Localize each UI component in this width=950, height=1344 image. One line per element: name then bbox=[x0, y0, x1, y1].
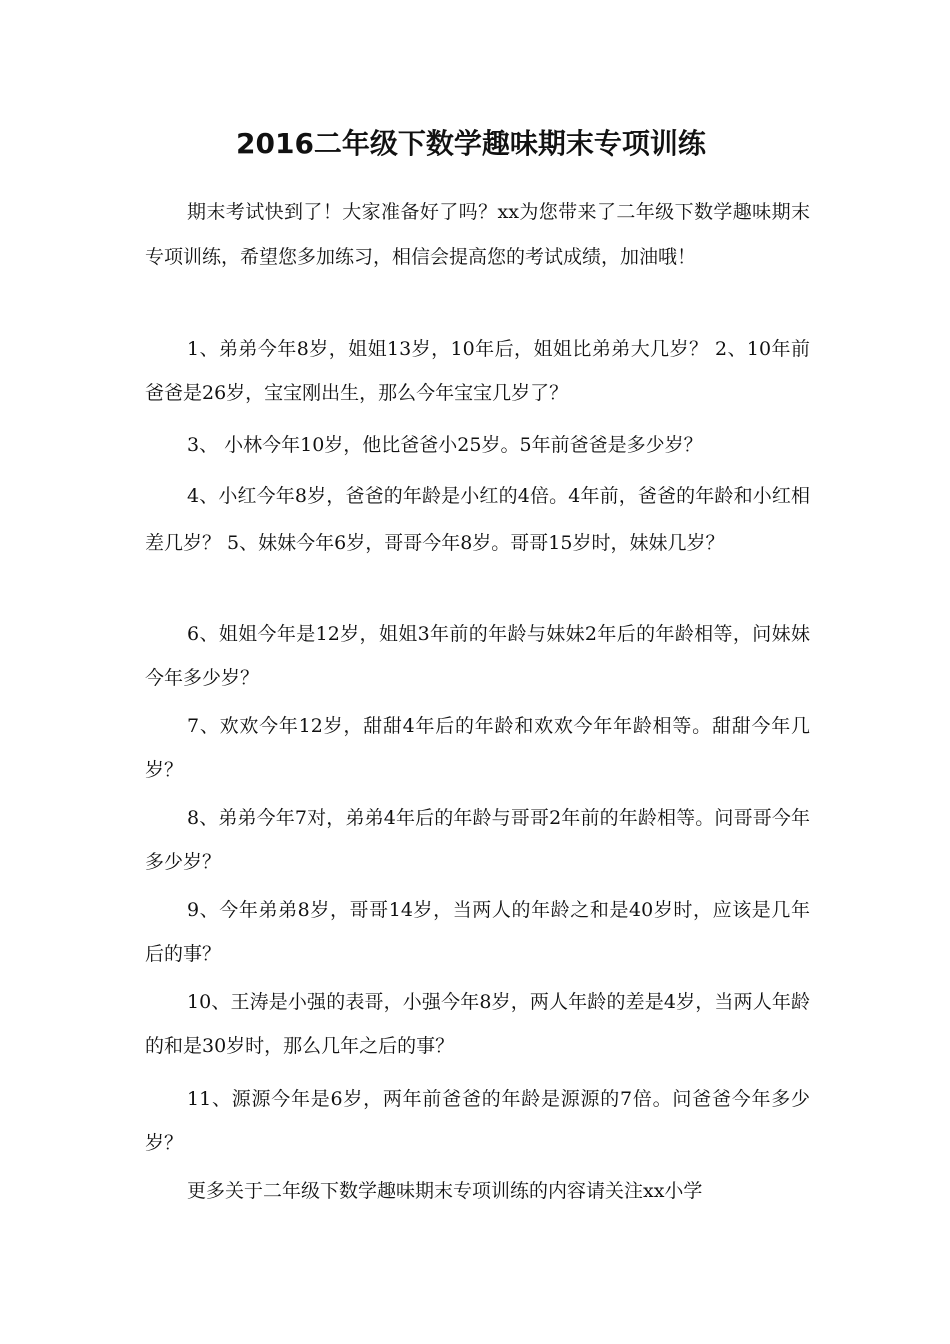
outro-paragraph: 更多关于二年级下数学趣味期末专项训练的内容请关注xx小学 bbox=[187, 1180, 703, 1202]
question-9-paragraph: 9、今年弟弟8岁，哥哥14岁，当两人的年龄之和是40岁时，应该是几年后的事？ bbox=[145, 899, 810, 965]
question-11-paragraph: 11、源源今年是6岁，两年前爸爸的年龄是源源的7倍。问爸爸今年多少岁？ bbox=[145, 1088, 810, 1154]
question-1-2-paragraph: 1、弟弟今年8岁，姐姐13岁，10年后，姐姐比弟弟大几岁？ 2、10年前爸爸是26岁，宝宝刚出生，那么今年宝宝几岁了？ bbox=[145, 338, 810, 404]
question-6-paragraph: 6、姐姐今年是12岁，姐姐3年前的年龄与妹妹2年后的年龄相等，问妹妹今年多少岁？ bbox=[145, 623, 810, 689]
question-4-5-paragraph: 4、小红今年8岁，爸爸的年龄是小红的4倍。4年前，爸爸的年龄和小红相差几岁？ 5、妹妹今年6岁，哥哥今年8岁。哥哥15岁时，妹妹几岁？ bbox=[145, 485, 810, 554]
question-3-paragraph: 3、 小林今年10岁，他比爸爸小25岁。5年前爸爸是多少岁？ bbox=[187, 434, 703, 456]
question-10-paragraph: 10、王涛是小强的表哥，小强今年8岁，两人年龄的差是4岁，当两人年龄的和是30岁时，那么几年之后的事？ bbox=[145, 991, 810, 1057]
question-8-paragraph: 8、弟弟今年7对，弟弟4年后的年龄与哥哥2年前的年龄相等。问哥哥今年多少岁？ bbox=[145, 807, 810, 873]
question-7-paragraph: 7、欢欢今年12岁，甜甜4年后的年龄和欢欢今年年龄相等。甜甜今年几岁？ bbox=[145, 715, 810, 781]
document-title: 2016二年级下数学趣味期末专项训练 bbox=[236, 127, 706, 160]
intro-paragraph: 期末考试快到了！大家准备好了吗？xx为您带来了二年级下数学趣味期末专项训练，希望您多加练习，相信会提高您的考试成绩，加油哦！ bbox=[145, 201, 810, 268]
